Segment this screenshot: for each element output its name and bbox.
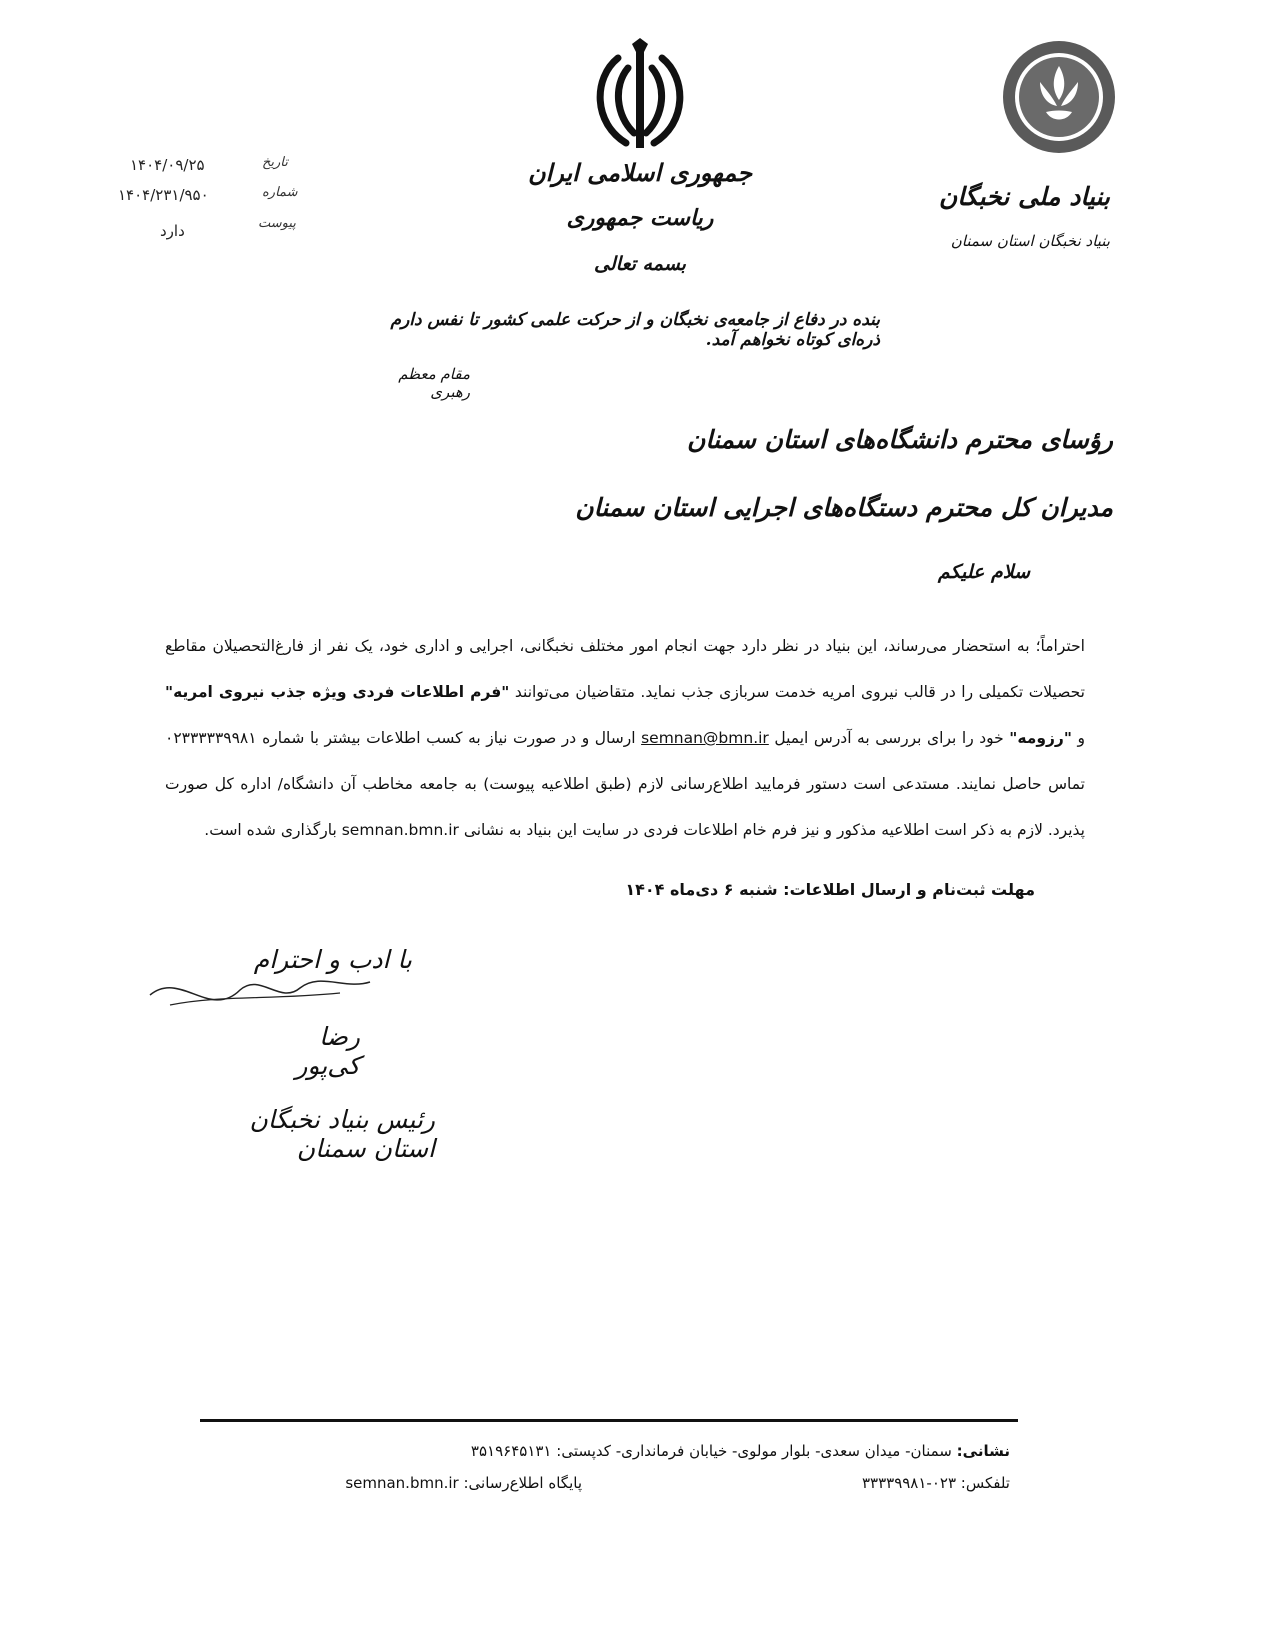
address-label: نشانی: — [956, 1442, 1010, 1460]
email-link[interactable]: semnan@bmn.ir — [641, 729, 769, 747]
footer-address — [471, 1442, 1010, 1460]
presidency-title: ریاست جمهوری — [566, 205, 714, 231]
number-value: ۱۴۰۴/۲۳۱/۹۵۰ — [118, 186, 209, 204]
footer-portal — [345, 1474, 582, 1492]
portal-label: پایگاه اطلاع‌رسانی: — [463, 1474, 582, 1492]
footer-phone — [862, 1474, 1010, 1492]
phone-value: ۰۲۳-۳۳۳۳۹۹۸۱ — [861, 1474, 957, 1492]
signature-scribble-icon — [140, 960, 380, 1030]
website-link[interactable]: semnan.bmn.ir — [341, 821, 459, 839]
registration-deadline: مهلت ثبت‌نام و ارسال اطلاعات: شنبه ۶ دی‌ماه ۱۴۰۴ — [625, 880, 1035, 899]
letter-body — [165, 623, 1085, 853]
closing-phrase: با ادب و احترام — [253, 945, 412, 974]
date-label: تاریخ — [262, 155, 288, 170]
invocation: بسمه تعالی — [594, 253, 686, 275]
body-text-4: بارگذاری شده است. — [204, 821, 337, 839]
body-text-1: احتراماً؛ به استحضار می‌رساند، این بنیاد در نظر دارد جهت انجام امور مختلف نخبگانی، اجرایی و اداری خود، یک نفر از فارغ‌التحصیلان مقاطع تحصیلات تکمیلی را در قالب نیروی امریه خدمت سربازی جذب نماید. متقاضیان می‌توانند — [165, 637, 1085, 701]
attachment-label: پیوست — [258, 216, 296, 231]
greeting: سلام علیکم — [937, 561, 1030, 583]
address-text: سمنان- میدان سعدی- بلوار مولوی- خیابان فرمانداری- کدپستی: ۳۵۱۹۶۴۵۱۳۱ — [470, 1442, 952, 1460]
foundation-name: بنیاد ملی نخبگان — [938, 182, 1110, 211]
quote-source: مقام معظم رهبری — [398, 365, 470, 401]
leader-quote: بنده در دفاع از جامعه‌ی نخبگان و از حرکت علمی کشور تا نفس دارم ذره‌ای کوتاه نخواهم آمد. — [390, 310, 880, 350]
foundation-branch: بنیاد نخبگان استان سمنان — [950, 232, 1110, 250]
resume-name: "رزومه" — [1009, 729, 1072, 747]
body-and: و — [1077, 729, 1085, 747]
date-value: ۱۴۰۴/۰۹/۲۵ — [130, 156, 205, 174]
footer-divider — [200, 1419, 1018, 1422]
attachment-value: دارد — [160, 222, 185, 240]
republic-title: جمهوری اسلامی ایران — [527, 158, 753, 187]
body-text-3: ارسال و در صورت نیاز به کسب اطلاعات بیشتر با شماره ۰۲۳۳۳۳۳۹۹۸۱ تماس حاصل نمایند. مستدعی است دستور فرمایید اطلاع‌رسانی لازم (طبق اطلاعیه پیوست) به جامعه مخاطب آن دانشگاه/ اداره کل صورت پذیرد. لازم به ذکر است اطلاعیه مذکور و نیز فرم خام اطلاعات فردی در سایت این بنیاد به نشانی — [165, 729, 1085, 839]
number-label: شماره — [262, 185, 298, 200]
form-name: "فرم اطلاعات فردی ویژه جذب نیروی امریه" — [165, 683, 510, 701]
signatory-title: رئیس بنیاد نخبگان استان سمنان — [249, 1105, 435, 1163]
body-text-2: خود را برای بررسی به آدرس ایمیل — [774, 729, 1004, 747]
recipient-line-2: مدیران کل محترم دستگاه‌های اجرایی استان سمنان — [575, 493, 1113, 522]
portal-link[interactable]: semnan.bmn.ir — [345, 1474, 459, 1492]
recipient-line-1: رؤسای محترم دانشگاه‌های استان سمنان — [686, 425, 1113, 454]
signatory-name: رضا کی‌پور — [295, 1022, 360, 1080]
foundation-seal-icon — [1000, 38, 1118, 156]
phone-label: تلفکس: — [960, 1474, 1010, 1492]
iran-emblem-icon — [588, 38, 692, 156]
